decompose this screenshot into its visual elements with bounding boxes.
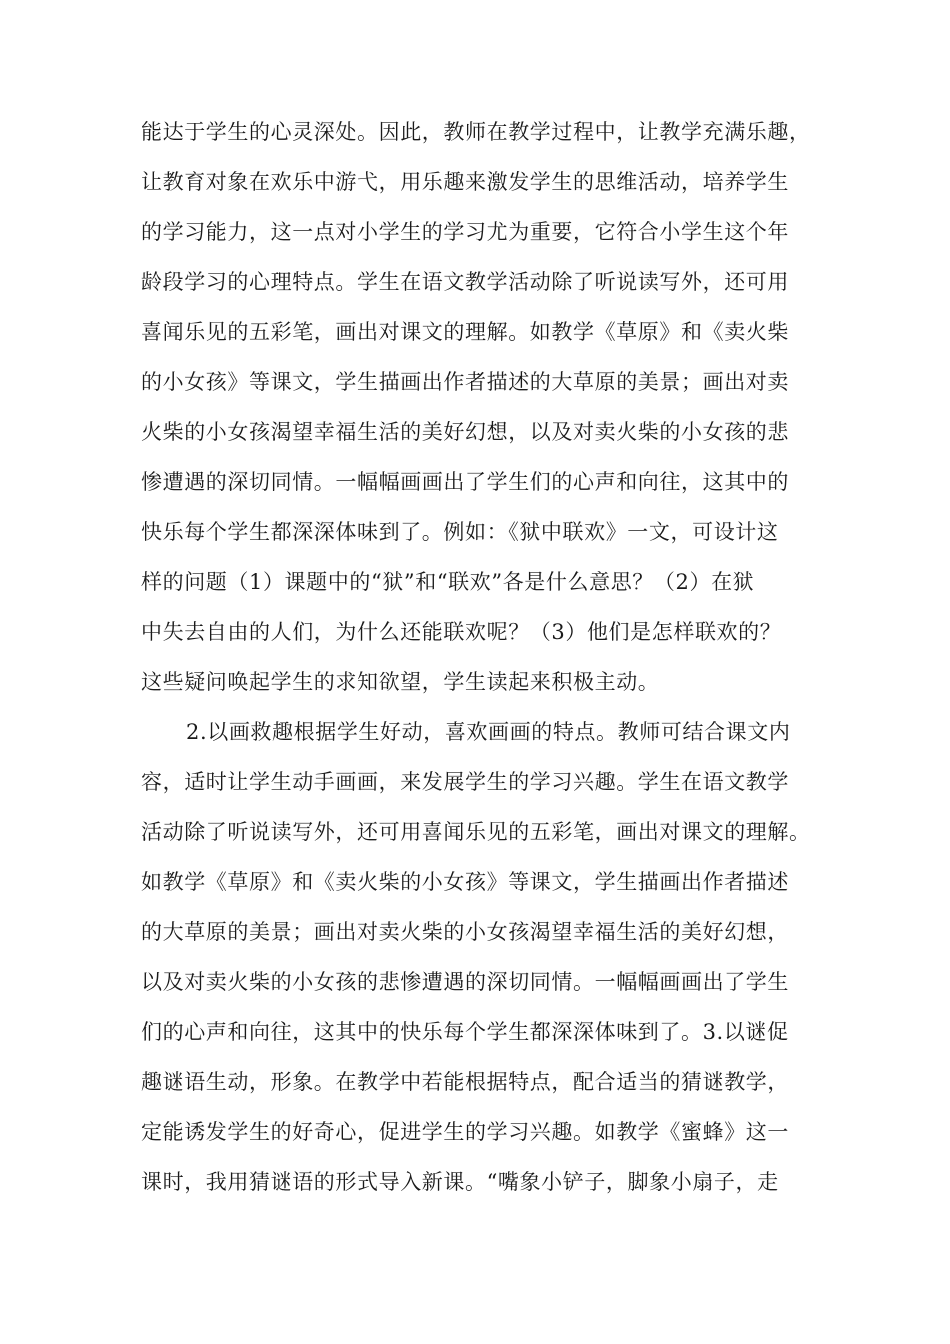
body-text-line: 中失去自由的人们，为什么还能联欢呢？（3）他们是怎样联欢的？ [141, 620, 782, 644]
body-text-line: 喜闻乐见的五彩笔，画出对课文的理解。如教学《草原》和《卖火柴 [141, 320, 789, 344]
body-text-line: 的小女孩》等课文，学生描画出作者描述的大草原的美景；画出对卖 [141, 370, 789, 394]
body-text-line: 容，适时让学生动手画画，来发展学生的学习兴趣。学生在语文教学 [141, 770, 789, 794]
body-text-line: 趣谜语生动，形象。在教学中若能根据特点，配合适当的猜谜教学， [141, 1070, 789, 1094]
body-text-line: 样的问题（1）课题中的“狱”和“联欢”各是什么意思？（2）在狱 [141, 570, 755, 594]
body-text-line: 龄段学习的心理特点。学生在语文教学活动除了听说读写外，还可用 [141, 270, 789, 294]
body-text-line: 惨遭遇的深切同情。一幅幅画画出了学生们的心声和向往，这其中的 [141, 470, 789, 494]
body-text-line: 活动除了听说读写外，还可用喜闻乐见的五彩笔，画出对课文的理解。 [141, 820, 811, 844]
body-text-line: 让教育对象在欢乐中游弋，用乐趣来激发学生的思维活动，培养学生 [141, 170, 789, 194]
body-text-line: 这些疑问唤起学生的求知欲望，学生读起来积极主动。 [141, 670, 660, 694]
body-text-line: 们的心声和向往，这其中的快乐每个学生都深深体味到了。3.以谜促 [141, 1020, 789, 1044]
body-text-line: 能达于学生的心灵深处。因此，教师在教学过程中，让教学充满乐趣， [141, 120, 811, 144]
body-text-line: 的学习能力，这一点对小学生的学习尤为重要，它符合小学生这个年 [141, 220, 789, 244]
body-text-line: 以及对卖火柴的小女孩的悲惨遭遇的深切同情。一幅幅画画出了学生 [141, 970, 789, 994]
body-text-line: 如教学《草原》和《卖火柴的小女孩》等课文，学生描画出作者描述 [141, 870, 789, 894]
body-text-line: 火柴的小女孩渴望幸福生活的美好幻想，以及对卖火柴的小女孩的悲 [141, 420, 789, 444]
body-text-line: 快乐每个学生都深深体味到了。例如：《狱中联欢》一文，可设计这 [141, 520, 779, 544]
body-text-line: 课时，我用猜谜语的形式导入新课。“嘴象小铲子，脚象小扇子，走 [141, 1170, 779, 1194]
body-text-line: 定能诱发学生的好奇心，促进学生的学习兴趣。如教学《蜜蜂》这一 [141, 1120, 789, 1144]
body-text-line: 的大草原的美景；画出对卖火柴的小女孩渴望幸福生活的美好幻想， [141, 920, 789, 944]
paragraph-start-line: 2.以画救趣根据学生好动，喜欢画画的特点。教师可结合课文内 [186, 720, 791, 744]
